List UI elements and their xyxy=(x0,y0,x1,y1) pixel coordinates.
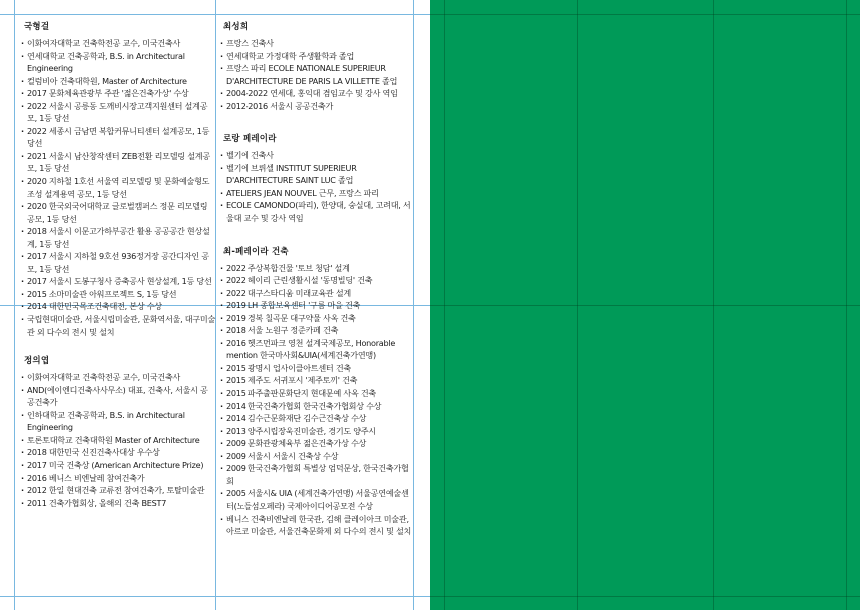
list-item: · 벨기에 브뤼셀 INSTITUT SUPERIEUR D'ARCHITECTURE SAINT LUC 졸업 xyxy=(220,162,416,187)
list-item: · 2020 지하철 1호선 서울역 리모델링 및 문화예술형도조성 설계용역 공모, 1등 당선 xyxy=(21,175,215,200)
profile-name: 로랑 페레이라 xyxy=(223,134,277,145)
list-item: · 2009 한국건축가협회 특별상 엄덕문상, 한국건축가협회 xyxy=(220,462,416,487)
list-item: · 2022 헤이리 근린생활시설 '동명빌딩' 건축 xyxy=(220,274,416,287)
list-item: · 2013 양주시립장욱진미술관, 경기도 양주시 xyxy=(220,425,416,438)
list-item: · 2017 서울시 지하철 9호선 936정거장 공간디자인 공모, 1등 당선 xyxy=(21,250,215,275)
guide-line xyxy=(430,305,860,306)
list-item: · 토론토대학교 건축대학원 Master of Architecture xyxy=(21,434,215,447)
list-item: · 2015 소마미술관 아워프로젝트 S, 1등 당선 xyxy=(21,288,215,301)
list-item: · 2011 건축가협회상, 올해의 건축 BEST7 xyxy=(21,497,215,510)
list-item: · 2015 광명시 업사이클아트센터 건축 xyxy=(220,362,416,375)
list-item: · 2022 서울시 공릉동 도깨비시장고객지원센터 설계공모, 1등 당선 xyxy=(21,100,215,125)
profile-name: 최성희 xyxy=(223,22,249,32)
list-item: · 2009 서울시 서울시 건축상 수상 xyxy=(220,450,416,463)
list-item: · 2022 주상복합건물 '토브 청담' 설계 xyxy=(220,262,416,275)
list-item: · 2014 김수근문화재단 김수근건축상 수상 xyxy=(220,412,416,425)
list-item: · 2009 문화관광체육부 젊은건축가상 수상 xyxy=(220,437,416,450)
list-item: · 2017 문화체육관광부 주관 '젊은건축가상' 수상 xyxy=(21,87,215,100)
list-item: · 2019 경복 칠곡문 대구약물 사옥 건축 xyxy=(220,312,416,325)
list-item: · 2012 한일 현대건축 교류전 참여건축가, 토탈미술관 xyxy=(21,484,215,497)
list-item: · 이화여자대학교 건축학전공 교수, 미국건축사 xyxy=(21,37,215,50)
list-item: · 2020 한국외국어대학교 글로벌캠퍼스 정문 리모델링 공모, 1등 당선 xyxy=(21,200,215,225)
list-item: · 연세대학교 가정대학 주생활학과 졸업 xyxy=(220,50,416,63)
profile-section xyxy=(21,356,215,509)
list-item: · 벨기에 건축사 xyxy=(220,149,416,162)
list-item: · 2021 서울시 남산창작센터 ZEB전환 리모델링 설계공모, 1등 당선 xyxy=(21,150,215,175)
list-item: · 2022 대구스타디움 미래교육관 설계 xyxy=(220,287,416,300)
list-item: · 프랑스 파리 ECOLE NATIONALE SUPERIEUR D'ARCHITECTURE DE PARIS LA VILLETTE 졸업 xyxy=(220,62,416,87)
guide-line xyxy=(430,14,860,15)
profile-list xyxy=(220,37,416,112)
list-item: · 2017 서울시 도봉구청사 증축공사 현상설계, 1등 당선 xyxy=(21,275,215,288)
list-item: · 2018 서울시 이문고가하부공간 활용 공공공간 현상설계, 1등 당선 xyxy=(21,225,215,250)
guide-line xyxy=(430,596,860,597)
list-item: · 2018 대한민국 신진건축사대상 우수상 xyxy=(21,446,215,459)
list-item: · 2015 제주도 서귀포시 '제주토끼' 건축 xyxy=(220,374,416,387)
profile-name: 국형걸 xyxy=(24,22,50,32)
list-item: · 2016 헷즈먼파크 영천 설계국제공모, Honorable mention 한국마사회&UIA(세계건축가연맹) xyxy=(220,337,416,362)
profile-section xyxy=(21,22,215,338)
list-item: · 2022 세종시 금남면 복합커뮤니티센터 설계공모, 1등 당선 xyxy=(21,125,215,150)
list-item: · ATELIERS JEAN NOUVEL 근무, 프랑스 파리 xyxy=(220,187,416,200)
list-item: · 이화여자대학교 건축학전공 교수, 미국건축사 xyxy=(21,371,215,384)
right-column xyxy=(220,22,416,538)
list-item: · 2014 한국건축가협회 한국건축가협회상 수상 xyxy=(220,400,416,413)
profile-name: 정의엽 xyxy=(24,356,50,367)
profile-name: 최-페레이라 건축 xyxy=(223,246,289,257)
profile-list xyxy=(21,37,215,338)
list-item: · AND(에이엔디건축사사무소) 대표, 건축사, 서울시 공공건축가 xyxy=(21,384,215,409)
profile-section xyxy=(220,134,416,224)
list-item: · 2016 베니스 비엔날레 참여건축가 xyxy=(21,472,215,485)
list-item: · 국립현대미술관, 서울시립미술관, 문화역서울, 대구미술관 외 다수의 전시 및 설치 xyxy=(21,313,215,338)
guide-line xyxy=(0,14,430,15)
profile-list xyxy=(220,149,416,224)
list-item: · 연세대학교 건축공학과, B.S. in Architectural Engineering xyxy=(21,50,215,75)
profile-list xyxy=(21,371,215,509)
list-item: · 2012-2016 서울시 공공건축가 xyxy=(220,100,416,113)
guide-line xyxy=(0,596,430,597)
left-column xyxy=(21,22,215,509)
list-item: · 컬럼비아 건축대학원, Master of Architecture xyxy=(21,75,215,88)
list-item: · 2017 미국 건축상 (American Architecture Prize) xyxy=(21,459,215,472)
list-item: · 프랑스 건축사 xyxy=(220,37,416,50)
list-item: · 2004-2022 연세대, 홍익대 겸임교수 및 강사 역임 xyxy=(220,87,416,100)
list-item: · 2019 LH 종합보육센터 '구름 마을 건축 xyxy=(220,299,416,312)
list-item: · 2005 서울시& UIA (세계건축가연맹) 서울공연예술센터(노들섬오페라) 국제아이디어공모전 수상 xyxy=(220,487,416,512)
profile-section xyxy=(220,22,416,112)
profile-section xyxy=(220,247,416,538)
list-item: · 2014 대한민국목조건축대전, 본상 수상 xyxy=(21,300,215,313)
list-item: · 2015 파주출판문화단지 현대문예 사옥 건축 xyxy=(220,387,416,400)
list-item: · 2018 서울 노원구 정준카페 건축 xyxy=(220,324,416,337)
list-item: · 인하대학교 건축공학과, B.S. in Architectural Engineering xyxy=(21,409,215,434)
profile-list xyxy=(220,262,416,538)
list-item: · 베니스 건축비엔날레 한국관, 김해 클레이아크 미술관, 아르코 미술관, 서울건축문화제 외 다수의 전시 및 설치 xyxy=(220,513,416,538)
list-item: · ECOLE CAMONDO(파리), 한양대, 숭실대, 고려대, 서울대 교수 및 강사 역임 xyxy=(220,199,416,224)
